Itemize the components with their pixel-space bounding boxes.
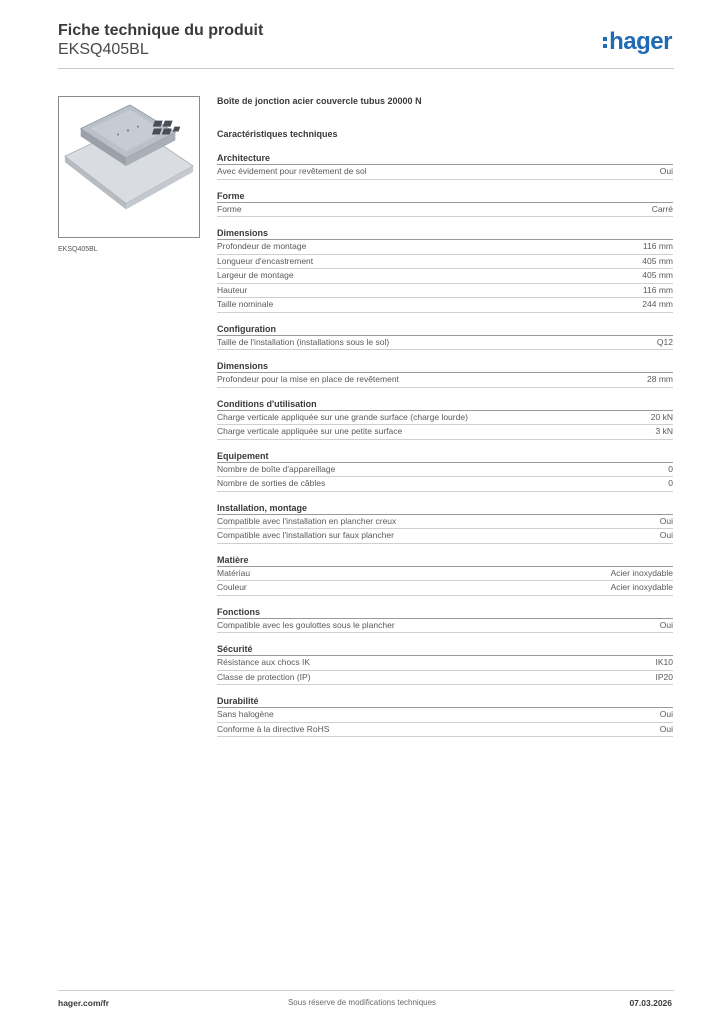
spec-value: 20 kN [650,411,673,422]
section-title: Conditions d'utilisation [217,398,673,411]
spec-label: Nombre de boîte d'appareillage [217,463,336,474]
hager-logo [603,28,672,56]
spec-row [217,298,673,313]
spec-value: Oui [659,515,673,526]
spec-section [217,360,673,388]
footer-website: hager.com/fr [58,998,110,1008]
footer-disclaimer: Sous réserve de modifications techniques [287,998,437,1007]
spec-section [217,190,673,218]
spec-row [217,425,673,440]
spec-row [217,708,673,723]
spec-row [217,269,673,284]
spec-value: 0 [668,463,673,474]
spec-label: Matériau [217,567,251,578]
spec-section [217,695,673,737]
spec-row [217,411,673,426]
spec-value: Oui [659,619,673,630]
spec-value: Acier inoxydable [610,582,673,592]
section-title: Fonctions [217,606,673,619]
section-title: Equipement [217,450,673,463]
spec-label: Compatible avec l'installation en plancher creux [217,515,397,526]
spec-section [217,450,673,492]
footer-date: 07.03.2026 [629,998,672,1008]
spec-row [217,203,673,218]
spec-row [217,463,673,478]
section-title: Durabilité [217,695,673,708]
image-caption: EKSQ405BL [58,246,98,253]
spec-value: 28 mm [647,374,673,384]
spec-row [217,567,673,582]
spec-label: Nombre de sorties de câbles [217,478,326,488]
spec-value: 244 mm [642,299,673,309]
product-description: Boîte de jonction acier couvercle tubus 20000 N [217,96,422,106]
spec-value: 405 mm [642,255,673,266]
header-divider [58,68,674,69]
logo-text: hager [609,28,672,55]
spec-section [217,606,673,634]
spec-value: 116 mm [642,241,673,251]
footer-divider [58,990,674,991]
technical-characteristics-heading: Caractéristiques techniques [217,129,338,139]
spec-value: Oui [659,530,673,540]
spec-row [217,671,673,686]
spec-row [217,284,673,299]
spec-section [217,227,673,313]
spec-label: Taille nominale [217,299,274,309]
page-header [58,22,674,68]
section-title: Dimensions [217,227,673,240]
spec-value: 116 mm [642,284,673,295]
spec-label: Charge verticale appliquée sur une grande surface (charge lourde) [217,411,468,422]
spec-row [217,255,673,270]
spec-value: IP20 [655,671,673,682]
section-title: Forme [217,190,673,203]
spec-row [217,723,673,738]
logo-colon-icon [603,37,607,48]
spec-value: Oui [659,166,673,176]
spec-row [217,240,673,255]
document-title: Fiche technique du produit [58,22,264,39]
spec-label: Taille de l'installation (installations sous le sol) [217,336,390,347]
spec-value: Acier inoxydable [610,567,673,578]
product-reference: EKSQ405BL [58,41,149,58]
spec-value: IK10 [655,657,673,667]
spec-label: Largeur de montage [217,270,294,280]
section-title: Sécurité [217,643,673,656]
spec-label: Résistance aux chocs IK [217,657,311,667]
spec-value: Oui [659,709,673,719]
spec-section [217,323,673,351]
spec-section [217,152,673,180]
spec-row [217,656,673,671]
spec-label: Longueur d'encastrement [217,255,314,266]
spec-row [217,336,673,351]
spec-row [217,477,673,492]
spec-label: Forme [217,203,242,214]
spec-sections [217,152,673,737]
spec-value: Q12 [656,336,673,347]
spec-label: Avec évidement pour revêtement de sol [217,166,367,176]
spec-section [217,398,673,440]
section-title: Configuration [217,323,673,336]
spec-label: Couleur [217,582,247,592]
section-title: Dimensions [217,360,673,373]
spec-row [217,373,673,388]
spec-label: Compatible avec les goulottes sous le plancher [217,619,395,630]
spec-label: Charge verticale appliquée sur une petite surface [217,426,403,436]
spec-row [217,619,673,634]
spec-row [217,515,673,530]
spec-row [217,581,673,596]
spec-row [217,529,673,544]
spec-label: Conforme à la directive RoHS [217,723,330,734]
spec-section [217,502,673,544]
section-title: Installation, montage [217,502,673,515]
spec-value: 3 kN [655,426,673,436]
spec-label: Classe de protection (IP) [217,671,311,682]
section-title: Architecture [217,152,673,165]
spec-label: Profondeur de montage [217,241,307,251]
spec-row [217,165,673,180]
product-image [58,96,200,238]
specifications [217,96,673,737]
spec-value: Carré [651,203,673,214]
spec-label: Profondeur pour la mise en place de revêtement [217,374,399,384]
spec-value: 0 [668,478,673,488]
spec-label: Sans halogène [217,709,274,719]
spec-value: Oui [659,723,673,734]
floor-box-illustration-icon [59,97,199,237]
spec-label: Compatible avec l'installation sur faux plancher [217,530,394,540]
spec-label: Hauteur [217,284,248,295]
spec-section [217,643,673,685]
spec-section [217,554,673,596]
spec-value: 405 mm [642,270,673,280]
section-title: Matière [217,554,673,567]
